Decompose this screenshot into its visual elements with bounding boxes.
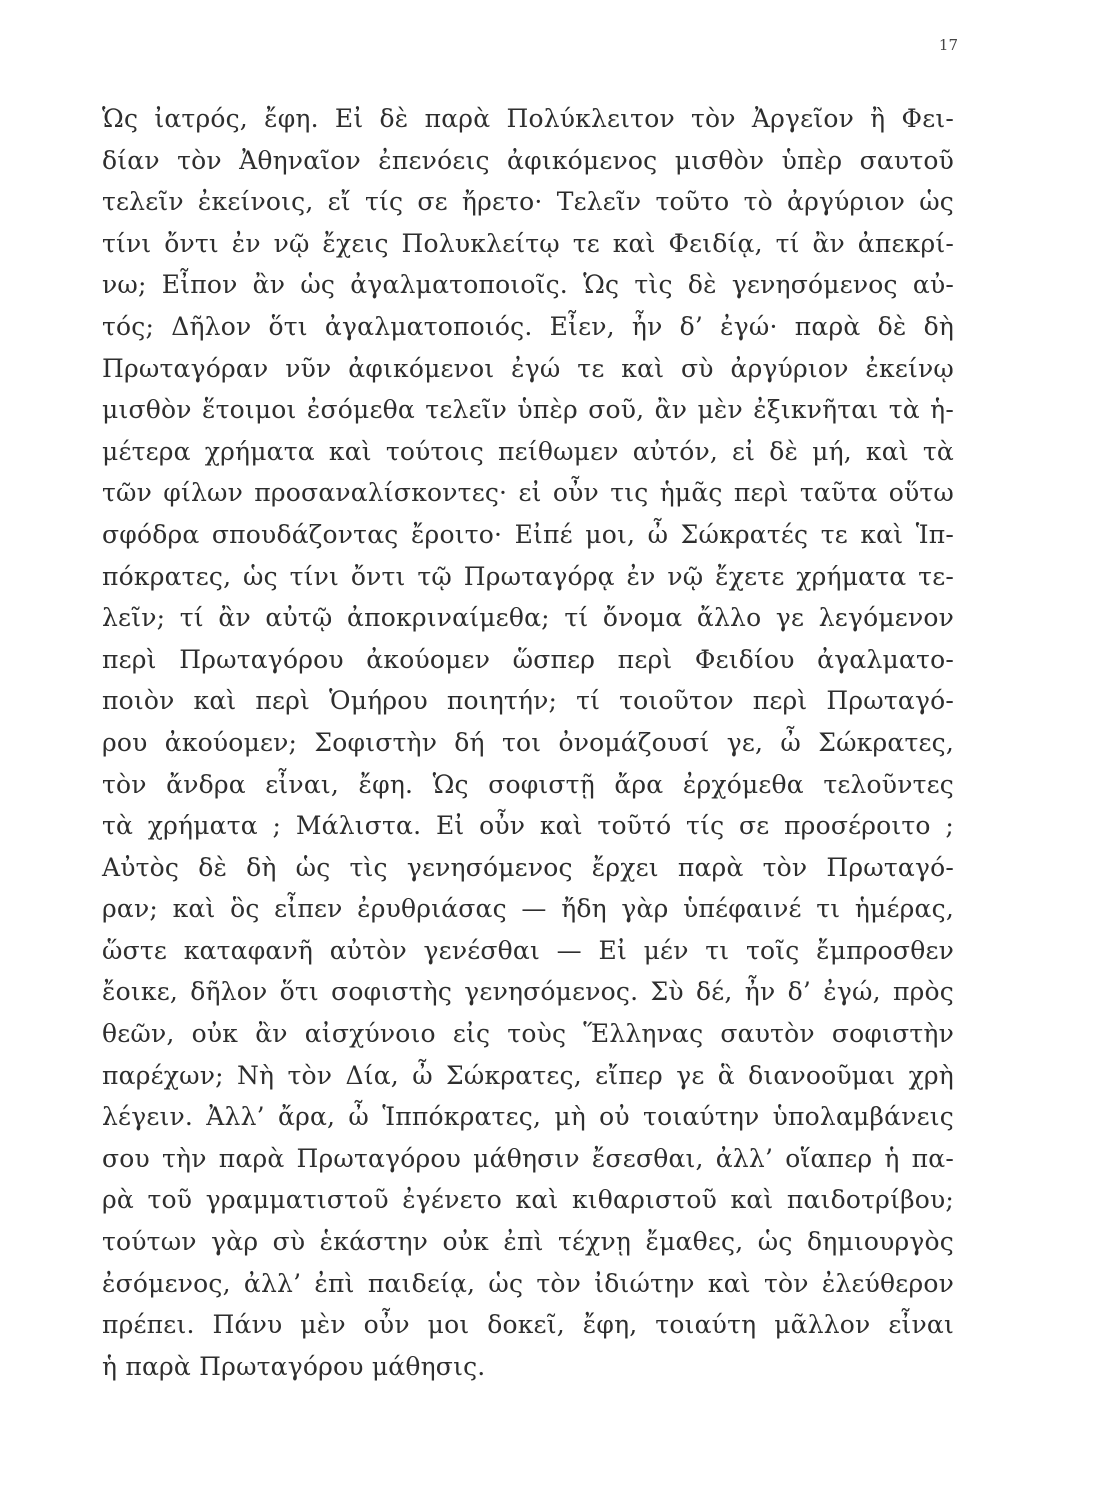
text-line: τίνι ὄντι ἐν νῷ ἔχεις Πολυκλείτῳ τε καὶ Φειδίᾳ, τί ἂν ἀπεκρί- — [102, 228, 954, 258]
text-line-last: ἡ παρὰ Πρωταγόρου μάθησις. — [102, 1351, 486, 1381]
text-line: Ὡς ἰατρός, ἔφη. Εἰ δὲ παρὰ Πολύκλειτον τὸν Ἀργεῖον ἢ Φει- — [102, 104, 954, 133]
text-line: Αὐτὸς δὲ δὴ ὡς τὶς γενησόμενος ἔρχει παρὰ τὸν Πρωταγό- — [102, 852, 954, 882]
text-line: μισθὸν ἕτοιμοι ἐσόμεθα τελεῖν ὑπὲρ σοῦ, ἂν μὲν ἐξικνῆται τὰ ἡ- — [102, 395, 954, 425]
text-line: ραν; καὶ ὃς εἶπεν ἐρυθριάσας — ἤδη γὰρ ὑπέφαινέ τι ἡμέρας, — [102, 894, 954, 924]
text-line: τελεῖν ἐκείνοις, εἴ τίς σε ἤρετο· Τελεῖν τοῦτο τὸ ἀργύριον ὡς — [102, 187, 954, 217]
text-line: ποιὸν καὶ περὶ Ὁμήρου ποιητήν; τί τοιοῦτον περὶ Πρωταγό- — [102, 686, 954, 716]
text-line: λεῖν; τί ἂν αὐτῷ ἀποκριναίμεθα; τί ὄνομα ἄλλο γε λεγόμενον — [102, 603, 954, 633]
text-line: μέτερα χρήματα καὶ τούτοις πείθωμεν αὐτόν, εἰ δὲ μή, καὶ τὰ — [102, 436, 954, 466]
text-line: τούτων γὰρ σὺ ἑκάστην οὐκ ἐπὶ τέχνῃ ἔμαθες, ὡς δημιουργὸς — [102, 1227, 954, 1257]
text-line: πόκρατες, ὡς τίνι ὄντι τῷ Πρωταγόρᾳ ἐν νῷ ἔχετε χρήματα τε- — [102, 561, 954, 591]
text-line: σφόδρα σπουδάζοντας ἔροιτο· Εἰπέ μοι, ὦ Σώκρατές τε καὶ Ἱπ- — [102, 519, 954, 549]
text-line: νω; Εἶπον ἂν ὡς ἀγαλματοποιοῖς. Ὡς τὶς δὲ γενησόμενος αὐ- — [102, 270, 954, 300]
text-line: θεῶν, οὐκ ἂν αἰσχύνοιο εἰς τοὺς Ἕλληνας σαυτὸν σοφιστὴν — [102, 1019, 954, 1049]
text-line: δίαν τὸν Ἀθηναῖον ἐπενόεις ἀφικόμενος μισθὸν ὑπὲρ σαυτοῦ — [102, 145, 954, 175]
text-line: ἔοικε, δῆλον ὅτι σοφιστὴς γενησόμενος. Σὺ δέ, ἦν δ’ ἐγώ, πρὸς — [102, 977, 954, 1007]
text-line: τὰ χρήματα ; Μάλιστα. Εἰ οὖν καὶ τοῦτό τίς σε προσέροιτο ; — [102, 811, 954, 841]
text-line: ὥστε καταφανῆ αὐτὸν γενέσθαι — Εἰ μέν τι τοῖς ἔμπροσθεν — [102, 935, 954, 965]
text-line: περὶ Πρωταγόρου ἀκούομεν ὥσπερ περὶ Φειδίου ἀγαλματο- — [102, 644, 954, 674]
text-line: τὸν ἄνδρα εἶναι, ἔφη. Ὡς σοφιστῇ ἄρα ἐρχόμεθα τελοῦντες — [102, 769, 954, 799]
text-line: ρὰ τοῦ γραμματιστοῦ ἐγένετο καὶ κιθαριστοῦ καὶ παιδοτρίβου; — [102, 1185, 954, 1215]
text-line: σου τὴν παρὰ Πρωταγόρου μάθησιν ἔσεσθαι, ἀλλ’ οἵαπερ ἡ πα- — [102, 1143, 954, 1173]
text-line: τῶν φίλων προσαναλίσκοντες· εἰ οὖν τις ἡμᾶς περὶ ταῦτα οὕτω — [102, 478, 954, 508]
text-line: πρέπει. Πάνυ μὲν οὖν μοι δοκεῖ, ἔφη, τοιαύτη μᾶλλον εἶναι — [102, 1310, 954, 1340]
greek-text-block — [102, 98, 954, 1387]
text-line: ρου ἀκούομεν; Σοφιστὴν δή τοι ὀνομάζουσί γε, ὦ Σώκρατες, — [102, 727, 954, 757]
text-line: παρέχων; Νὴ τὸν Δία, ὦ Σώκρατες, εἴπερ γε ἃ διανοοῦμαι χρὴ — [102, 1060, 954, 1090]
text-line: Πρωταγόραν νῦν ἀφικόμενοι ἐγώ τε καὶ σὺ ἀργύριον ἐκείνῳ — [102, 353, 954, 383]
page-number: 17 — [938, 36, 958, 54]
text-line: τός; Δῆλον ὅτι ἀγαλματοποιός. Εἶεν, ἦν δ’ ἐγώ· παρὰ δὲ δὴ — [102, 311, 954, 341]
text-line: λέγειν. Ἀλλ’ ἄρα, ὦ Ἱππόκρατες, μὴ οὐ τοιαύτην ὑπολαμβάνεις — [102, 1102, 954, 1132]
text-line: ἐσόμενος, ἀλλ’ ἐπὶ παιδείᾳ, ὡς τὸν ἰδιώτην καὶ τὸν ἐλεύθερον — [102, 1268, 954, 1298]
